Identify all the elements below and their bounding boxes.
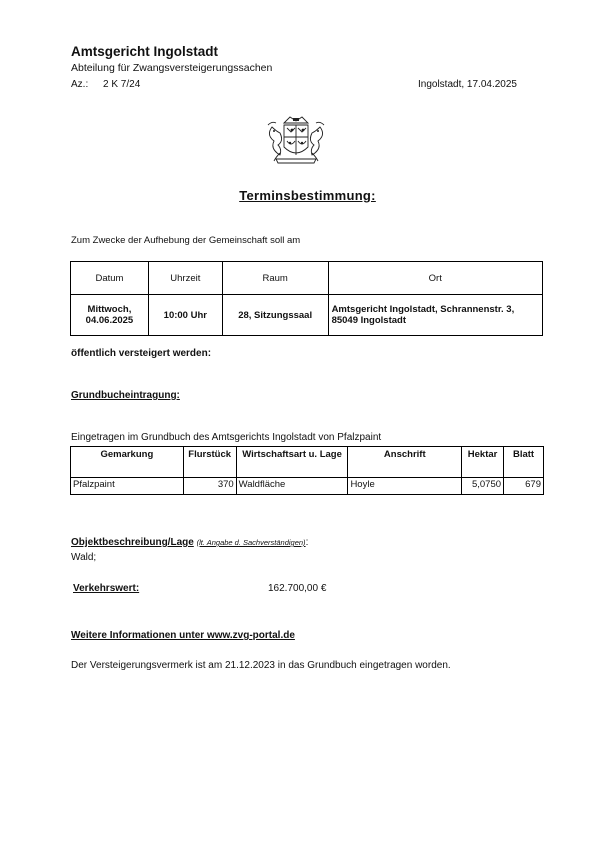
- header-hektar: Hektar: [462, 447, 504, 478]
- land-register-line: Eingetragen im Grundbuch des Amtsgerichts Ingolstadt von Pfalzpaint: [71, 432, 382, 443]
- appointment-time: 10:00 Uhr: [148, 295, 222, 336]
- place-date: Ingolstadt, 17.04.2025: [418, 79, 517, 90]
- case-number-label: Az.:: [71, 79, 89, 90]
- cell-wirtschaftsart: Waldfläche: [236, 478, 348, 495]
- page-title: Terminsbestimmung:: [239, 188, 376, 203]
- appointment-row: [71, 295, 543, 336]
- department: Abteilung für Zwangsversteigerungssachen: [71, 62, 273, 74]
- cell-gemarkung: Pfalzpaint: [71, 478, 184, 495]
- table-row: [71, 478, 544, 495]
- header-blatt: Blatt: [504, 447, 544, 478]
- cell-anschrift: Hoyle: [348, 478, 462, 495]
- appointment-table: [70, 261, 543, 336]
- land-register-heading: Grundbucheintragung:: [71, 390, 180, 401]
- intro-text: Zum Zwecke der Aufhebung der Gemeinschaft soll am: [71, 235, 301, 246]
- header-wirtschaftsart: Wirtschaftsart u. Lage: [236, 447, 348, 478]
- land-register-table: [70, 446, 544, 495]
- cell-flurstueck: 370: [183, 478, 236, 495]
- header-flurstueck: Flurstück: [183, 447, 236, 478]
- land-register-header-row: [71, 447, 544, 478]
- court-name: Amtsgericht Ingolstadt: [71, 44, 219, 59]
- header-time: Uhrzeit: [148, 262, 222, 295]
- market-value: 162.700,00 €: [268, 583, 327, 594]
- bavarian-coat-of-arms-icon: [262, 113, 330, 169]
- auction-statement: öffentlich versteigert werden:: [71, 348, 212, 359]
- header-place: Ort: [328, 262, 542, 295]
- header-gemarkung: Gemarkung: [71, 447, 184, 478]
- cell-blatt: 679: [504, 478, 544, 495]
- object-description: Wald;: [71, 552, 97, 563]
- more-info-link[interactable]: Weitere Informationen unter www.zvg-portal.de: [71, 630, 295, 641]
- appointment-place: Amtsgericht Ingolstadt, Schrannenstr. 3, 85049 Ingolstadt: [328, 295, 542, 336]
- cell-hektar: 5,0750: [462, 478, 504, 495]
- appointment-header-row: [71, 262, 543, 295]
- case-number: 2 K 7/24: [103, 79, 141, 90]
- object-description-heading: Objektbeschreibung/Lage (lt. Angabe d. Sachverständigen):: [71, 537, 309, 548]
- market-value-label: Verkehrswert:: [73, 583, 140, 594]
- appointment-room: 28, Sitzungssaal: [222, 295, 328, 336]
- header-date: Datum: [71, 262, 149, 295]
- header-room: Raum: [222, 262, 328, 295]
- header-anschrift: Anschrift: [348, 447, 462, 478]
- appointment-date: Mittwoch, 04.06.2025: [71, 295, 149, 336]
- registration-note: Der Versteigerungsvermerk ist am 21.12.2023 in das Grundbuch eingetragen worden.: [71, 660, 451, 671]
